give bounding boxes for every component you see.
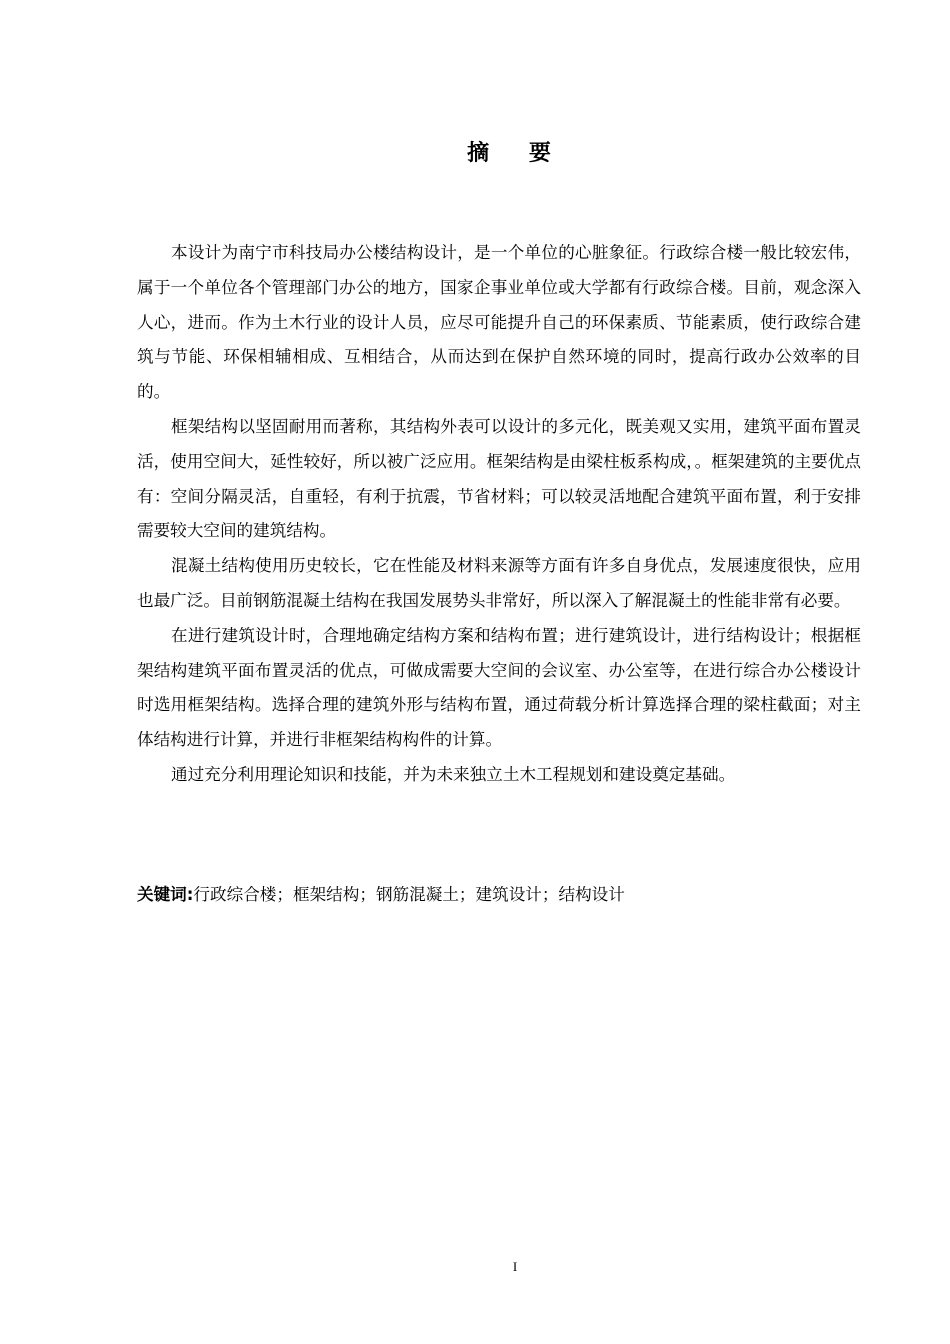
paragraph-1: 本设计为南宁市科技局办公楼结构设计，是一个单位的心脏象征。行政综合楼一般比较宏伟，属于一个单位各个管理部门办公的地方，国家企事业单位或大学都有行政综合楼。目前，观念深入人心，进而。作为土木行业的设计人员，应尽可能提升自己的环保素质、节能素质，使行政综合建筑与节能、环保相辅相成、互相结合，从而达到在保护自然环境的同时，提高行政办公效率的目的。 <box>137 243 861 402</box>
abstract-body <box>137 236 861 793</box>
paragraph-2: 框架结构以坚固耐用而著称，其结构外表可以设计的多元化，既美观又实用，建筑平面布置灵活，使用空间大，延性较好，所以被广泛应用。框架结构是由梁柱板系构成，。框架建筑的主要优点有：空间分隔灵活，自重轻，有利于抗震，节省材料；可以较灵活地配合建筑平面布置，利于安排需要较大空间的建筑结构。 <box>137 416 861 541</box>
page-number: I <box>512 1259 518 1274</box>
keywords-line <box>137 878 861 912</box>
keywords-label: 关键词: <box>137 885 194 904</box>
paragraph-4: 在进行建筑设计时，合理地确定结构方案和结构布置；进行建筑设计，进行结构设计；根据框架结构建筑平面布置灵活的优点，可做成需要大空间的会议室、办公室等，在进行综合办公楼设计时选用框架结构。选择合理的建筑外形与结构布置，通过荷载分析计算选择合理的梁柱截面；对主体结构进行计算，并进行非框架结构构件的计算。 <box>137 625 861 750</box>
paragraph-3: 混凝土结构使用历史较长，它在性能及材料来源等方面有许多自身优点，发展速度很快，应用也最广泛。目前钢筋混凝土结构在我国发展势头非常好，所以深入了解混凝土的性能非常有必要。 <box>137 556 861 610</box>
paragraph-5: 通过充分利用理论知识和技能，并为未来独立土木工程规划和建设奠定基础。 <box>171 764 736 784</box>
page-title: 摘 要 <box>467 141 567 166</box>
keywords-value: 行政综合楼；框架结构；钢筋混凝土；建筑设计；结构设计 <box>193 885 625 904</box>
